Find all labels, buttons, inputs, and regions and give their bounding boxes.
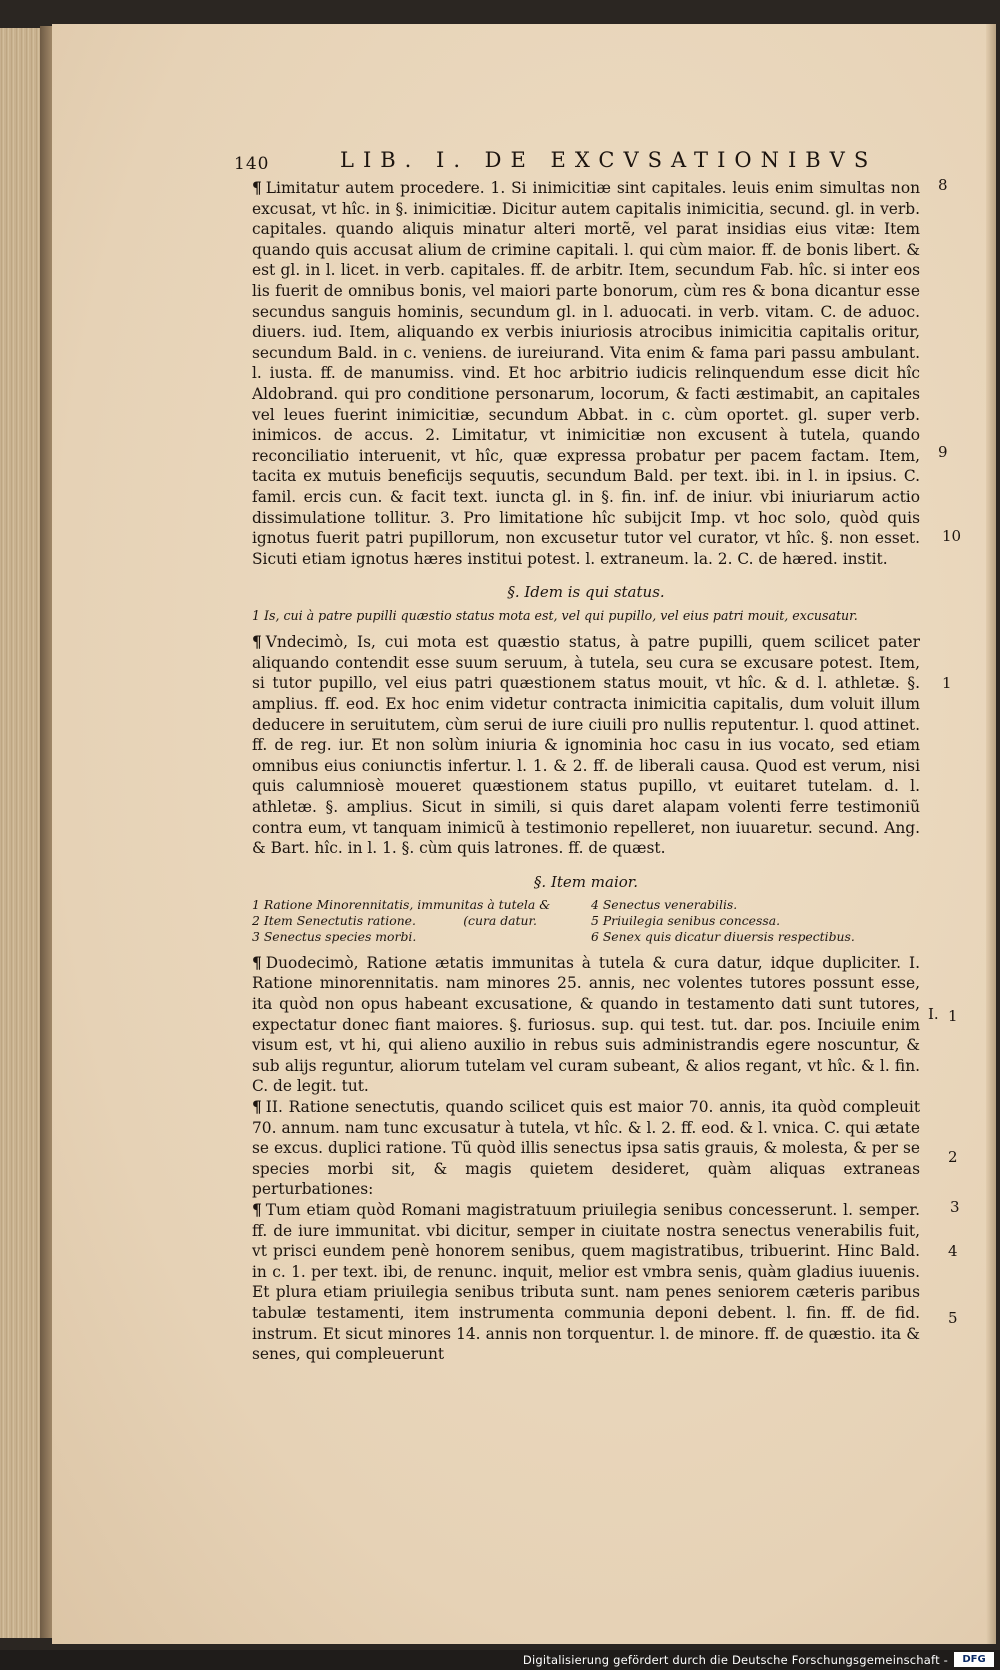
paragraph: ¶ Tum etiam quòd Romani magistratuum priuilegia senibus concesserunt. l. semper. ff. de iure immunitat. vbi dicitur, semper in ciuitate nostra senectus venerabilis fuit, vt prisci eundem penè honorem senibus, quem magistratibus, tribuerint. Hinc Bald. in c. 1. per text. ibi, de renunc. inquit, melior est vmbra senis, quàm gladius iuuenis. Et plura etiam priuilegia senibus tributa sunt. nam penes seniorem cæteris paribus tabulæ testamenti, item instrumenta communia deponi debent. l. fin. ff. de fid. instrum. Et sicut minores 14. annis non torquentur. l. de minore. ff. de quæstio. ita & senes, qui compleuerunt <box>252 1200 920 1364</box>
margin-number: 1 <box>942 674 952 692</box>
summary-item: 5 Priuilegia senibus concessa. <box>591 912 781 928</box>
footer-credit: Digitalisierung gefördert durch die Deutsche Forschungsgemeinschaft - <box>522 1653 948 1667</box>
margin-number: 2 <box>948 1148 958 1166</box>
margin-number: 3 <box>950 1198 960 1216</box>
body-text <box>252 178 920 1365</box>
pilcrow-icon: ¶ <box>252 1200 262 1219</box>
section-summary <box>252 897 920 945</box>
section-summary: 1 Is, cui à patre pupilli quæstio status mota est, vel qui pupillo, vel eius patri mouit, excusatur. <box>252 608 858 624</box>
footer-bar <box>0 1650 1000 1670</box>
running-head <box>234 148 920 178</box>
summary-item: 6 Senex quis dicatur diuersis respectibus. <box>591 928 855 944</box>
margin-number: I. <box>928 1005 939 1023</box>
margin-number: 9 <box>938 443 948 461</box>
margin-number: 1 <box>948 1007 958 1025</box>
summary-item: 1 Ratione Minorennitatis, immunitas à tutela & <box>252 896 551 912</box>
page-content <box>234 148 920 1365</box>
section-heading: §. Item maior. <box>533 872 639 891</box>
dfg-logo: DFG <box>954 1652 994 1667</box>
margin-number: 10 <box>942 527 962 545</box>
book-fore-edge <box>0 28 42 1638</box>
summary-column-left <box>252 897 581 945</box>
running-title: LIB. I. DE EXCVSATIONIBVS <box>340 148 878 172</box>
margin-number: 4 <box>948 1242 958 1260</box>
pilcrow-icon: ¶ <box>252 953 262 972</box>
page-number: 140 <box>234 154 270 174</box>
paragraph: ¶ Vndecimò, Is, cui mota est quæstio status, à patre pupilli, quem scilicet pater aliquando contendit esse suum seruum, à tutela, seu cura se excusare potest. Item, si tutor pupillo, vel eius patri quæstionem status mouit, vt hîc. & d. l. athletæ. §. amplius. ff. eod. Ex hoc enim videtur contracta inimicitia capitalis, dum voluit illum deducere in seruitutem, cùm serui de iure ciuili pro nullis reputentur. l. quod attinet. ff. de reg. iur. Et non solùm iniuria & ignominia hoc casu in ius vocato, sed etiam omnibus eius coniunctis infertur. l. 1. & 2. ff. de liberali causa. Quod est verum, nisi quis calumniosè moueret quæstionem status pupillo, vt euitaret tutelam. d. l. athletæ. §. amplius. Sicut in simili, si quis daret alapam volenti ferre testimoniũ contra eum, vt tanquam inimicũ à testimonio repelleret, non iuuaretur. secund. Ang. & Bart. hîc. in l. 1. §. cùm quis latrones. ff. de quæst. <box>252 633 920 858</box>
margin-number: 5 <box>948 1309 958 1327</box>
pilcrow-icon: ¶ <box>252 633 262 652</box>
margin-number: 8 <box>938 176 948 194</box>
summary-item: 3 Senectus species morbi. <box>252 928 417 944</box>
page-edge <box>986 24 996 1644</box>
paragraph: ¶ II. Ratione senectutis, quando scilicet quis est maior 70. annis, ita quòd compleuit 70. annum. nam tunc excusatur à tutela, vt hîc. & l. 2. ff. eod. & l. vnica. C. qui ætate se excus. duplici ratione. Tũ quòd illis senectus ipsa satis grauis, & molesta, & per se species morbi sit, & magis quietem desideret, quàm aliquas extraneas perturbationes: <box>252 1097 920 1199</box>
section-heading: §. Idem is qui status. <box>507 583 665 602</box>
summary-column-right <box>591 897 920 945</box>
paragraph: ¶ Duodecimò, Ratione ætatis immunitas à tutela & cura datur, idque dupliciter. I. Ratione minorennitatis. nam minores 25. annis, nec volentes tutores possunt esse, ita quòd non opus habeant excusatione, & quando in testamento dati sunt tutores, expectatur donec fiant maiores. §. furiosus. sup. qui test. tut. dar. pos. Inciuile enim visum est, vt hi, qui alieno auxilio in rebus suis administrandis egere noscuntur, & sub alijs reguntur, aliorum tutelam vel curam subeant, & alios regant, vt hîc. & l. fin. C. de legit. tut. <box>252 953 920 1096</box>
pilcrow-icon: ¶ <box>252 179 262 197</box>
summary-item: 2 Item Senectutis ratione. (cura datur. <box>252 912 537 928</box>
pilcrow-icon: ¶ <box>252 1097 262 1116</box>
paragraph: ¶ Limitatur autem procedere. 1. Si inimicitiæ sint capitales. leuis enim simultas non excusat, vt hîc. in §. inimicitiæ. Dicitur autem capitalis inimicitia, secund. gl. in verb. capitales. quando aliquis minatur alteri mortẽ, vel parat insidias eius vitæ: Item quando quis accusat alium de crimine capitali. l. qui cùm maior. ff. de bonis libert. & est gl. in l. licet. in verb. capitales. ff. de arbitr. Item, secundum Fab. hîc. si inter eos lis fuerit de omnibus bonis, vel maiori parte bonorum, cùm res & bona dicantur esse secundus sanguis hominis, secundum gl. in l. aduocati. in verb. vitam. C. de aduoc. diuers. iud. Item, aliquando ex verbis iniuriosis atrocibus inimicitia capitalis oritur, secundum Bald. in c. veniens. de iureiurand. Vita enim & fama pari passu ambulant. l. iusta. ff. de manumiss. vind. Et hoc arbitrio iudicis relinquendum esse dicit hîc Aldobrand. qui pro conditione personarum, locorum, & facti æstimabit, an capitales vel leues fuerint inimicitiæ, secundum Abbat. in c. cùm oportet. gl. super verb. inimicos. de accus. 2. Limitatur, vt inimicitiæ non excusent à tutela, quando reconciliatio interuenit, vt hîc, quæ expressa probatur per pacem factam. Item, tacita ex mutuis beneficijs sequutis, secundum Bald. per text. ibi. in l. in ipsius. C. famil. ercis cun. & facit text. iuncta gl. in §. fin. inf. de iniur. vbi iniuriarum actio dissimulatione tollitur. 3. Pro limitatione hîc subijcit Imp. vt hoc solo, quòd quis ignotus fuerit patri pupillorum, non excusetur tutor vel curator, vt hîc. §. non esset. Sicuti etiam ignotus hæres institui potest. l. extraneum. la. 2. C. de hæred. instit. <box>252 179 920 568</box>
summary-item: 4 Senectus venerabilis. <box>591 896 738 912</box>
